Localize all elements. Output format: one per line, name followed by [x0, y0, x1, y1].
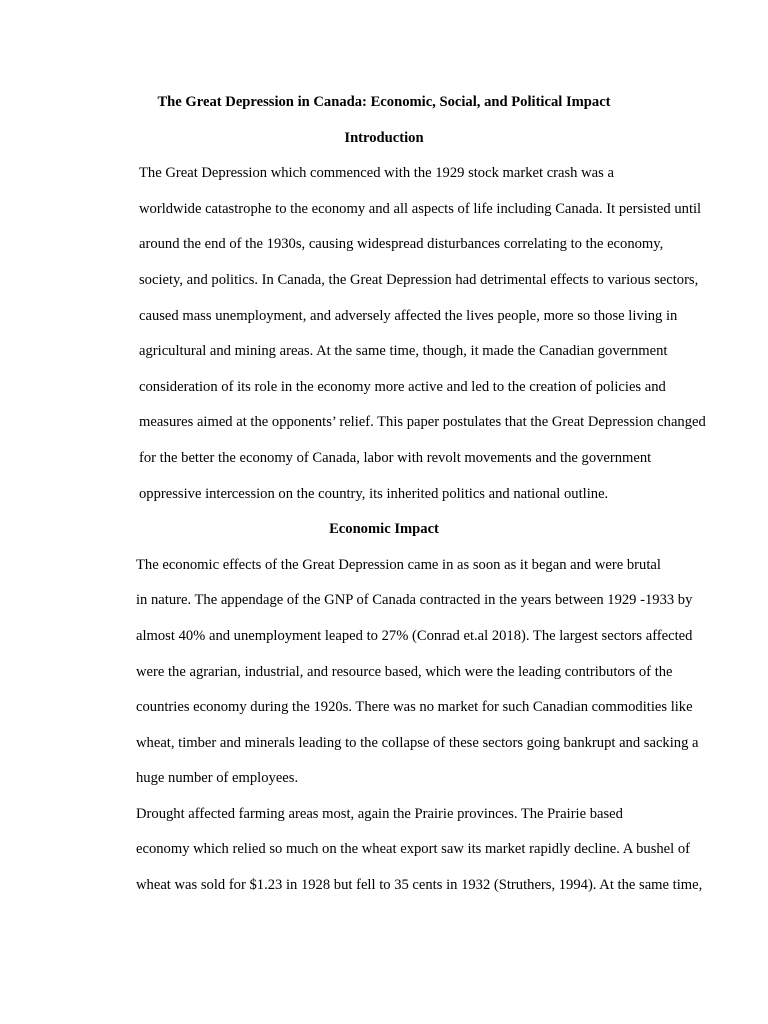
text-line: worldwide catastrophe to the economy and all aspects of life including Canada. It persisted until: [139, 200, 702, 217]
section-heading-economic-impact: Economic Impact: [329, 521, 439, 538]
text-line: caused mass unemployment, and adversely affected the lives people, more so those living in: [139, 307, 678, 324]
document-title: The Great Depression in Canada: Economic, Social, and Political Impact: [157, 94, 611, 110]
text-line: countries economy during the 1920s. There was no market for such Canadian commodities like: [136, 699, 693, 716]
text-line: wheat was sold for $1.23 in 1928 but fell to 35 cents in 1932 (Struthers, 1994). At the same time,: [136, 877, 703, 894]
text-line: huge number of employees.: [136, 770, 299, 787]
text-line: around the end of the 1930s, causing widespread disturbances correlating to the economy,: [139, 236, 664, 253]
text-line: consideration of its role in the economy more active and led to the creation of policies and: [139, 378, 666, 395]
text-line: wheat, timber and minerals leading to the collapse of these sectors going bankrupt and sacking a: [136, 734, 699, 751]
text-line: were the agrarian, industrial, and resource based, which were the leading contributors of the: [136, 663, 673, 680]
text-line: The Great Depression which commenced with the 1929 stock market crash was a: [139, 165, 614, 182]
introduction-paragraph: [90, 156, 706, 512]
section-heading-introduction: Introduction: [344, 129, 424, 146]
text-line: economy which relied so much on the wheat export saw its market rapidly decline. A bushel of: [136, 841, 691, 858]
document-body: [90, 85, 706, 904]
text-line: for the better the economy of Canada, labor with revolt movements and the government: [139, 449, 652, 466]
text-line: Drought affected farming areas most, again the Prairie provinces. The Prairie based: [136, 805, 623, 822]
text-line: almost 40% and unemployment leaped to 27% (Conrad et.al 2018). The largest sectors affected: [136, 627, 693, 644]
text-line: society, and politics. In Canada, the Great Depression had detrimental effects to various sectors,: [139, 271, 699, 288]
text-line: The economic effects of the Great Depression came in as soon as it began and were brutal: [136, 556, 661, 573]
economic-impact-paragraph-2: [90, 797, 703, 904]
text-line: oppressive intercession on the country, its inherited politics and national outline.: [139, 485, 609, 502]
text-line: in nature. The appendage of the GNP of Canada contracted in the years between 1929 -1933 by: [136, 592, 693, 609]
text-line: measures aimed at the opponents’ relief. This paper postulates that the Great Depression changed: [139, 414, 706, 431]
text-line: agricultural and mining areas. At the same time, though, it made the Canadian government: [139, 343, 668, 360]
economic-impact-paragraph-1: [90, 548, 699, 797]
